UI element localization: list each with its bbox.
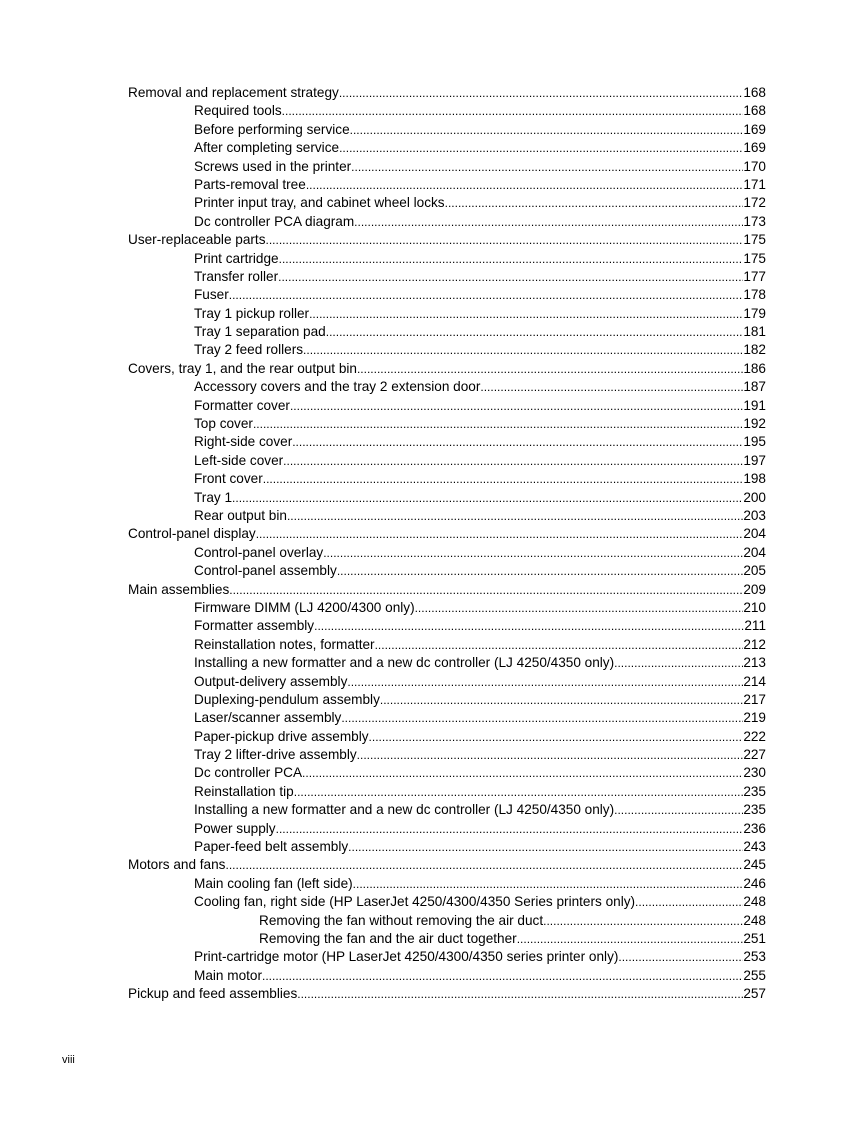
toc-entry[interactable] <box>0 121 843 139</box>
toc-entry-page: 248 <box>743 912 766 928</box>
toc-entry-title: Formatter cover <box>194 397 290 413</box>
dot-leader <box>294 783 744 801</box>
toc-entry[interactable] <box>0 268 843 286</box>
dot-leader <box>292 433 743 451</box>
toc-entry-page: 204 <box>743 544 766 560</box>
toc-entry[interactable] <box>0 728 843 746</box>
toc-entry-title: Required tools <box>194 103 282 119</box>
toc-entry-title: Reinstallation tip <box>194 783 294 799</box>
toc-entry[interactable] <box>0 691 843 709</box>
toc-entry[interactable] <box>0 875 843 893</box>
toc-entry-title: Main assemblies <box>128 581 230 597</box>
toc-entry-title: Top cover <box>194 416 253 432</box>
toc-entry-title: Main motor <box>194 967 262 983</box>
toc-entry[interactable] <box>0 856 843 874</box>
toc-entry[interactable] <box>0 599 843 617</box>
toc-entry[interactable] <box>0 893 843 911</box>
toc-entry[interactable] <box>0 562 843 580</box>
toc-entry[interactable] <box>0 305 843 323</box>
toc-entry-page: 168 <box>743 85 766 100</box>
toc-entry-page: 222 <box>743 728 766 744</box>
toc-entry[interactable] <box>0 470 843 488</box>
toc-entry-page: 217 <box>743 691 766 707</box>
dot-leader <box>276 820 744 838</box>
toc-entry-title: Dc controller PCA diagram <box>194 213 355 229</box>
toc-entry-page: 200 <box>743 489 766 505</box>
toc-entry[interactable] <box>0 231 843 249</box>
toc-entry-page: 227 <box>743 747 766 763</box>
toc-entry-title: Accessory covers and the tray 2 extension door <box>194 379 481 395</box>
toc-entry[interactable] <box>0 158 843 176</box>
dot-leader <box>357 360 743 378</box>
toc-entry-page: 248 <box>743 894 766 910</box>
toc-entry-title: Control-panel display <box>128 526 256 542</box>
dot-leader <box>290 397 743 415</box>
toc-entry-title: Printer input tray, and cabinet wheel locks <box>194 195 445 211</box>
toc-entry-page: 230 <box>743 765 766 781</box>
toc-entry-page: 191 <box>743 397 766 413</box>
toc-entry[interactable] <box>0 673 843 691</box>
toc-entry-page: 172 <box>743 195 766 211</box>
toc-entry-title: Tray 1 separation pad <box>194 324 326 340</box>
dot-leader <box>348 838 743 856</box>
toc-entry[interactable] <box>0 323 843 341</box>
toc-entry-title: Motors and fans <box>128 857 226 873</box>
dot-leader <box>480 378 743 396</box>
toc-entry-page: 170 <box>743 158 766 174</box>
toc-entry-page: 173 <box>743 213 766 229</box>
dot-leader <box>618 948 743 966</box>
toc-entry[interactable] <box>0 397 843 415</box>
toc-entry[interactable] <box>0 801 843 819</box>
toc-entry-page: 181 <box>743 324 766 340</box>
toc-entry[interactable] <box>0 213 843 231</box>
toc-entry-page: 253 <box>743 949 766 965</box>
dot-leader <box>262 967 743 985</box>
dot-leader <box>614 801 743 819</box>
dot-leader <box>282 102 744 120</box>
toc-entry-page: 169 <box>743 140 766 156</box>
toc-entry-title: Laser/scanner assembly <box>194 710 342 726</box>
toc-entry-title: Right-side cover <box>194 434 293 450</box>
toc-entry[interactable] <box>0 581 843 599</box>
dot-leader <box>614 654 743 672</box>
toc-entry-page: 246 <box>743 875 766 891</box>
toc-entry-title: Main cooling fan (left side) <box>194 875 353 891</box>
dot-leader <box>350 121 744 139</box>
dot-leader <box>229 286 744 304</box>
toc-entry-title: Screws used in the printer <box>194 158 352 174</box>
toc-entry[interactable] <box>0 433 843 451</box>
toc-entry-page: 168 <box>743 103 766 119</box>
toc-entry[interactable] <box>0 250 843 268</box>
toc-entry-page: 169 <box>743 121 766 137</box>
toc-entry-title: Installing a new formatter and a new dc controller (LJ 4250/4350 only) <box>194 802 615 818</box>
toc-entry-page: 197 <box>743 452 766 468</box>
toc-entry-title: Tray 1 <box>194 489 233 505</box>
toc-entry[interactable] <box>0 967 843 985</box>
toc-entry-page: 186 <box>743 360 766 376</box>
toc-entry-title: Formatter assembly <box>194 618 315 634</box>
toc-entry[interactable] <box>0 930 843 948</box>
toc-entry[interactable] <box>0 764 843 782</box>
dot-leader <box>306 176 744 194</box>
toc-entry-title: Front cover <box>194 471 263 487</box>
dot-leader <box>256 525 744 543</box>
toc-entry[interactable] <box>0 489 843 507</box>
toc-entry[interactable] <box>0 415 843 433</box>
toc-entry-title: Power supply <box>194 820 276 836</box>
toc-entry[interactable] <box>0 286 843 304</box>
dot-leader <box>347 673 743 691</box>
toc-entry[interactable] <box>0 176 843 194</box>
dot-leader <box>351 158 743 176</box>
toc-entry[interactable] <box>0 507 843 525</box>
toc-entry-title: Control-panel overlay <box>194 544 324 560</box>
toc-entry-page: 182 <box>743 342 766 358</box>
toc-entry[interactable] <box>0 985 843 1003</box>
toc-entry-title: Left-side cover <box>194 452 284 468</box>
dot-leader <box>353 875 744 893</box>
toc-entry-title: Fuser <box>194 287 229 303</box>
dot-leader <box>354 213 743 231</box>
dot-leader <box>339 84 744 102</box>
toc-entry-title: Rear output bin <box>194 507 287 523</box>
toc-entry-page: 219 <box>743 710 766 726</box>
toc-entry[interactable] <box>0 341 843 359</box>
dot-leader <box>369 728 744 746</box>
toc-entry[interactable] <box>0 452 843 470</box>
toc-entry-title: Tray 2 feed rollers <box>194 342 304 358</box>
toc-entry-page: 192 <box>743 416 766 432</box>
toc-entry-page: 255 <box>743 967 766 983</box>
dot-leader <box>415 599 744 617</box>
dot-leader <box>380 691 743 709</box>
toc-entry[interactable] <box>0 948 843 966</box>
toc-entry-page: 178 <box>743 287 766 303</box>
toc-entry-title: Tray 1 pickup roller <box>194 305 310 321</box>
toc-entry-page: 251 <box>743 930 766 946</box>
toc-entry-page: 175 <box>743 232 766 248</box>
toc-entry-title: Print cartridge <box>194 250 279 266</box>
table-of-contents <box>0 84 843 1004</box>
toc-entry[interactable] <box>0 912 843 930</box>
dot-leader <box>341 709 743 727</box>
toc-entry-title: Tray 2 lifter-drive assembly <box>194 747 357 763</box>
toc-entry-title: Removal and replacement strategy <box>128 85 339 100</box>
toc-entry-title: Control-panel assembly <box>194 563 337 579</box>
toc-entry-title: Paper-pickup drive assembly <box>194 728 369 744</box>
dot-leader <box>543 912 743 930</box>
dot-leader <box>225 856 743 874</box>
toc-entry-title: Transfer roller <box>194 268 279 284</box>
toc-entry[interactable] <box>0 709 843 727</box>
dot-leader <box>287 507 743 525</box>
dot-leader <box>517 930 744 948</box>
toc-entry[interactable] <box>0 654 843 672</box>
toc-entry-page: 235 <box>743 783 766 799</box>
dot-leader <box>337 562 744 580</box>
toc-entry-page: 203 <box>743 507 766 523</box>
dot-leader <box>263 470 744 488</box>
toc-entry-title: User-replaceable parts <box>128 232 266 248</box>
toc-entry-page: 211 <box>744 618 766 634</box>
toc-entry-page: 236 <box>743 820 766 836</box>
dot-leader <box>309 305 743 323</box>
toc-entry[interactable] <box>0 783 843 801</box>
toc-entry-title: Covers, tray 1, and the rear output bin <box>128 360 357 376</box>
toc-entry-page: 204 <box>743 526 766 542</box>
toc-entry-page: 212 <box>743 636 766 652</box>
toc-entry[interactable] <box>0 746 843 764</box>
dot-leader <box>302 764 743 782</box>
toc-entry[interactable] <box>0 139 843 157</box>
toc-entry-page: 214 <box>743 673 766 689</box>
toc-entry-page: 195 <box>743 434 766 450</box>
toc-entry[interactable] <box>0 544 843 562</box>
dot-leader <box>635 893 743 911</box>
toc-entry-title: Cooling fan, right side (HP LaserJet 4250/4300/4350 Series printers only) <box>194 894 636 910</box>
dot-leader <box>323 544 743 562</box>
toc-entry-title: Removing the fan and the air duct together <box>259 930 517 946</box>
toc-entry-page: 171 <box>743 176 766 192</box>
toc-entry-page: 205 <box>743 563 766 579</box>
dot-leader <box>253 415 743 433</box>
dot-leader <box>303 341 743 359</box>
dot-leader <box>339 139 743 157</box>
toc-entry-title: After completing service <box>194 140 340 156</box>
toc-entry-page: 243 <box>743 839 766 855</box>
dot-leader <box>314 617 744 635</box>
toc-entry-title: Dc controller PCA <box>194 765 303 781</box>
toc-entry-page: 210 <box>743 599 766 615</box>
toc-entry[interactable] <box>0 525 843 543</box>
toc-entry-page: 213 <box>743 655 766 671</box>
dot-leader <box>297 985 743 1003</box>
dot-leader <box>266 231 744 249</box>
toc-entry-page: 187 <box>743 379 766 395</box>
toc-entry-title: Pickup and feed assemblies <box>128 986 298 1002</box>
toc-entry-title: Reinstallation notes, formatter <box>194 636 375 652</box>
toc-entry-page: 177 <box>743 268 766 284</box>
toc-entry-page: 209 <box>743 581 766 597</box>
dot-leader <box>279 250 744 268</box>
dot-leader <box>445 194 744 212</box>
toc-entry-title: Parts-removal tree <box>194 176 306 192</box>
toc-entry-page: 245 <box>743 857 766 873</box>
toc-entry-title: Duplexing-pendulum assembly <box>194 691 380 707</box>
toc-entry-page: 257 <box>743 986 766 1002</box>
toc-entry[interactable] <box>0 102 843 120</box>
page-number: viii <box>62 1054 75 1066</box>
toc-entry[interactable] <box>0 84 843 102</box>
toc-entry[interactable] <box>0 617 843 635</box>
toc-entry[interactable] <box>0 636 843 654</box>
toc-entry-page: 198 <box>743 471 766 487</box>
toc-entry-title: Output-delivery assembly <box>194 673 348 689</box>
dot-leader <box>283 452 743 470</box>
toc-entry[interactable] <box>0 360 843 378</box>
dot-leader <box>357 746 744 764</box>
toc-entry[interactable] <box>0 820 843 838</box>
dot-leader <box>232 489 743 507</box>
toc-entry-page: 175 <box>743 250 766 266</box>
toc-entry[interactable] <box>0 194 843 212</box>
toc-entry-page: 179 <box>743 305 766 321</box>
dot-leader <box>278 268 743 286</box>
toc-entry[interactable] <box>0 378 843 396</box>
toc-entry-title: Print-cartridge motor (HP LaserJet 4250/4300/4350 series printer only) <box>194 949 619 965</box>
toc-entry-title: Paper-feed belt assembly <box>194 839 349 855</box>
toc-entry-title: Firmware DIMM (LJ 4200/4300 only) <box>194 599 415 615</box>
toc-entry-title: Removing the fan without removing the air duct <box>259 912 544 928</box>
toc-entry[interactable] <box>0 838 843 856</box>
dot-leader <box>326 323 744 341</box>
toc-entry-title: Before performing service <box>194 121 350 137</box>
dot-leader <box>375 636 744 654</box>
dot-leader <box>229 581 743 599</box>
toc-entry-title: Installing a new formatter and a new dc controller (LJ 4250/4350 only) <box>194 655 615 671</box>
toc-entry-page: 235 <box>743 802 766 818</box>
